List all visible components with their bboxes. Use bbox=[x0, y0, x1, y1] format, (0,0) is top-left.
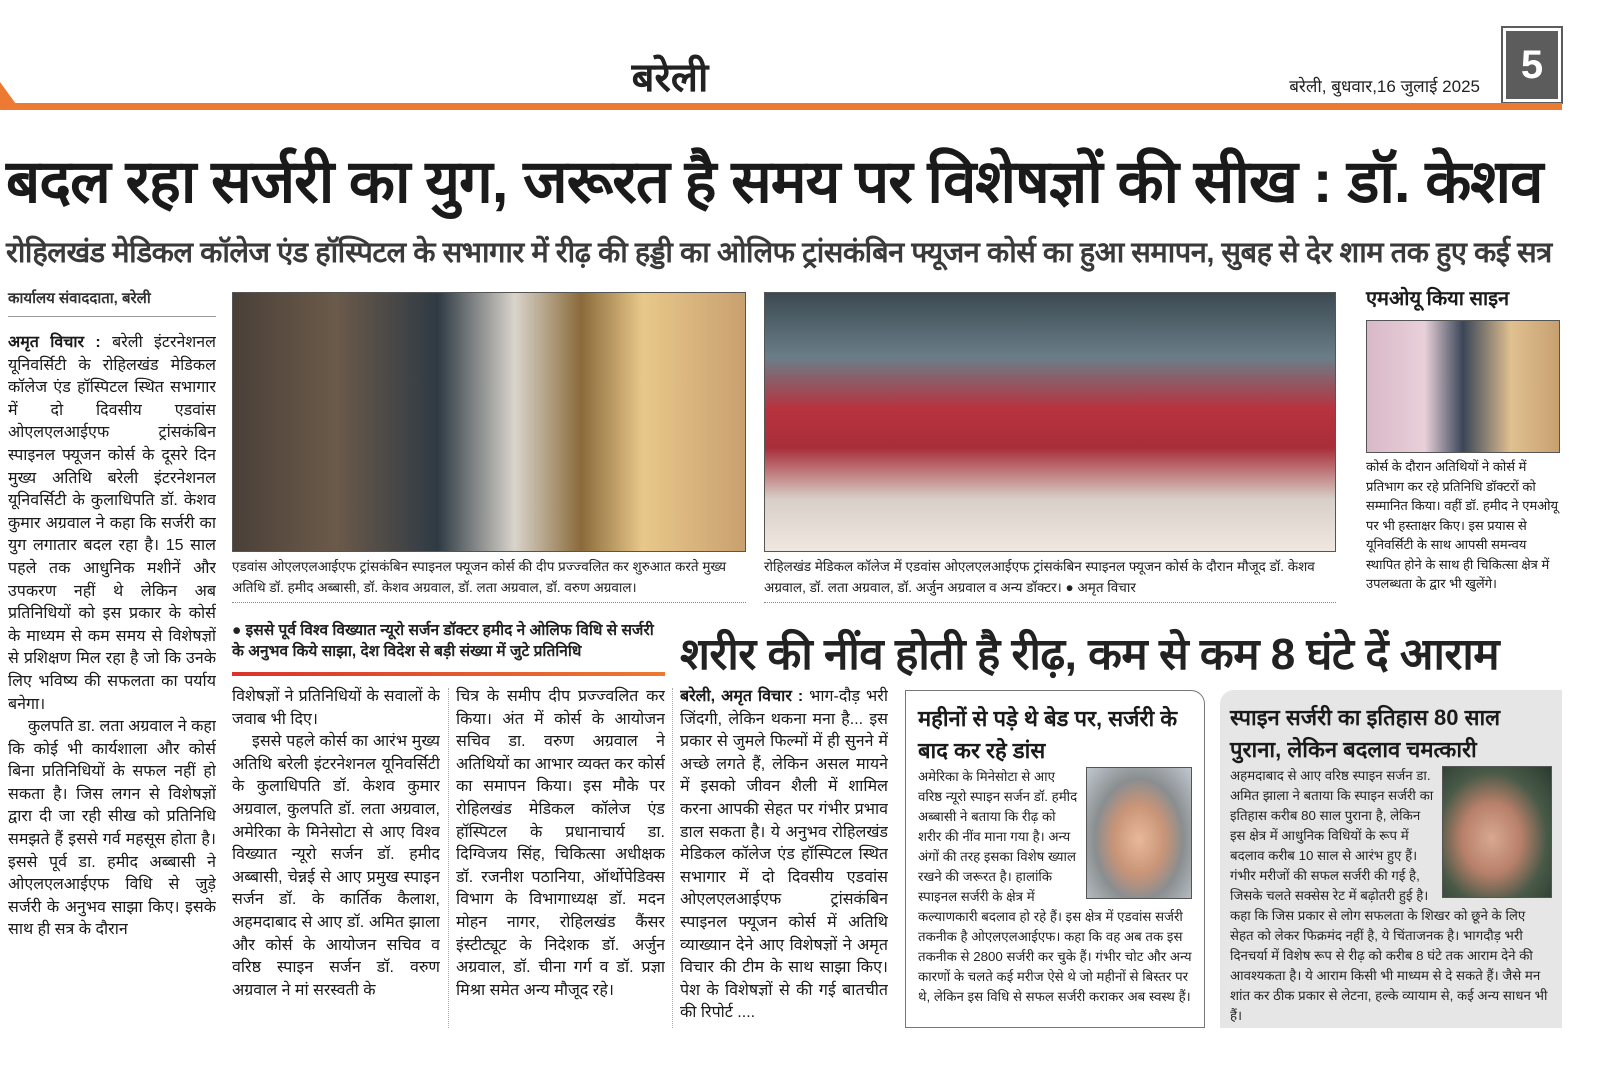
column-divider bbox=[672, 688, 673, 1028]
portrait-photo bbox=[1442, 766, 1552, 898]
box-heading: महीनों से पड़े थे बेड पर, सर्जरी के बाद कर रहे डांस bbox=[918, 706, 1178, 763]
paragraph: बरेली इंटरनेशनल यूनिवर्सिटी के रोहिलखंड मेडिकल कॉलेज एंड हॉस्पिटल स्थित सभागार में दो दिवसीय एडवांस ओएलएलआईएफ ट्रांसकंबिन स्पाइनल फ्यूजन कोर्स के दूसरे दिन मुख्य अतिथि बरेली इंटरनेशनल यूनिवर्सिटी के कुलाधिपति डॉ. केशव कुमार अग्रवाल ने कहा कि सर्जरी का युग लगातार बदल रहा है। 15 साल पहले तक आधुनिक मशीनें और उपकरण नहीं थे लेकिन अब प्रतिनिधियों को इस प्रकार के कोर्स के माध्यम से कम समय से विशेषज्ञों से प्रशिक्षण मिल रहा है जो कि उनके लिए भविष्य की सफलता का पर्याय बनेगा। bbox=[8, 334, 216, 713]
box-text: अहमदाबाद से आए वरिष्ठ स्पाइन सर्जन डा. अमित झाला ने बताया कि स्पाइन सर्जरी का इतिहास करीब 80 साल पुराना है, लेकिन इस क्षेत्र में आधुनिक विधियों के रूप में बदलाव करीब 10 साल से आरंभ हुए हैं। गंभीर मरीजों की सफल सर्जरी की गई है, जिसके चलते सक्सेस रेट में बढ़ोतरी हुई है। कहा कि जिस प्रकार से लोग सफलता के शिखर को छूने के लिए सेहत को लेकर फिक्रमंद नहीं है, ये चिंताजनक है। भागदौड़ भरी दिनचर्या में विशेष रूप से रीढ़ को करीब 8 घंटे तक आराम देने की आवश्यकता है। ये आराम किसी भी माध्यम से दे सकते हैं। जैसे मन शांत कर ठीक प्रकार से लेटना, हल्के व्यायाम से, कई अन्य साधन भी हैं। bbox=[1230, 768, 1548, 1023]
dateline: बरेली, बुधवार,16 जुलाई 2025 bbox=[1289, 77, 1480, 96]
photo-caption-1: एडवांस ओएलएलआईएफ ट्रांसकंबिन स्पाइनल फ्यूजन कोर्स की दीप प्रज्ज्वलित कर शुरुआत करते मुख्य अतिथि डॉ. हमीद अब्बासी, डॉ. केशव अग्रवाल, डॉ. लता अग्रवाल, डॉ. वरुण अग्रवाल। bbox=[232, 556, 746, 603]
paragraph: चित्र के समीप दीप प्रज्ज्वलित कर किया। अंत में कोर्स के आयोजन सचिव डा. वरुण अग्रवाल ने अतिथियों का आभार व्यक्त कर कोर्स का समापन किया। इस मौके पर रोहिलखंड मेडिकल कॉलेज एंड हॉस्पिटल के प्रधानाचार्य डा. दिग्विजय सिंह, चिकित्सा अधीक्षक डॉ. रजनीश पठानिया, ऑर्थोपेडिक्स विभाग के विभागाध्यक्ष डॉ. मदन मोहन नागर, रोहिलखंड कैंसर इंस्टीट्यूट के निदेशक डॉ. अर्जुन अग्रवाल, डॉ. चीना गर्ग व डॉ. प्रज्ञा मिश्रा समेत अन्य मौजूद रहे। bbox=[456, 688, 665, 999]
highlight-underline bbox=[232, 672, 665, 676]
highlight-text: इससे पूर्व विश्व विख्यात न्यूरो सर्जन डॉक्टर हमीद ने ओलिफ विधि से सर्जरी के अनुभव किये साझा, देश विदेश से बड़ी संख्या में जुटे प्रतिनिधि bbox=[232, 622, 654, 660]
sidebar-box-abbasi bbox=[905, 690, 1205, 1028]
photo-auditorium-audience bbox=[764, 292, 1336, 552]
portrait-photo bbox=[1086, 767, 1192, 899]
photo-mou-signing bbox=[1366, 320, 1560, 453]
highlight-blurb: ● इससे पूर्व विश्व विख्यात न्यूरो सर्जन डॉक्टर हमीद ने ओलिफ विधि से सर्जरी के अनुभव किये साझा, देश विदेश से बड़ी संख्या में जुटे प्रतिनिधि bbox=[232, 622, 654, 660]
section-title: बरेली bbox=[631, 56, 709, 100]
mou-heading: एमओयू किया साइन bbox=[1366, 288, 1510, 310]
box-text: अमेरिका के मिनेसोटा से आए वरिष्ठ न्यूरो स्पाइन सर्जन डॉ. हमीद अब्बासी ने बताया कि रीढ़ को शरीर की नींव माना गया है। अन्य अंगों की तरह इसका विशेष ख्याल रखने की जरूरत है। हालांकि स्पाइनल सर्जरी के क्षेत्र में कल्याणकारी बदलाव हो रहे हैं। इस क्षेत्र में एडवांस सर्जरी तकनीक है ओएलएलआईएफ। कहा कि वह अब तक इस तकनीक से 2800 सर्जरी कर चुके हैं। गंभीर चोट और अन्य कारणों के चलते कई मरीज ऐसे थे जो महीनों से बिस्तर पर थे, लेकिन इस विधि से सफल सर्जरी कराकर अब स्वस्थ हैं। bbox=[918, 769, 1192, 1004]
sidebar-box-jhala bbox=[1220, 690, 1562, 1028]
byline: कार्यालय संवाददाता, बरेली bbox=[8, 288, 216, 317]
header-rule bbox=[0, 103, 1562, 110]
mou-caption: कोर्स के दौरान अतिथियों ने कोर्स में प्रतिभाग कर रहे प्रतिनिधि डॉक्टरों को सम्मानित किया। वहीं डॉ. हमीद ने एमओयू पर भी हस्ताक्षर किए। इस प्रयास से यूनिवर्सिटी के साथ आपसी समन्वय स्थापित होने के साथ ही चिकित्सा क्षेत्र में उपलब्धता के द्वार भी खुलेंगे। bbox=[1366, 459, 1559, 591]
paragraph: विशेषज्ञों ने प्रतिनिधियों के सवालों के जवाब भी दिए। bbox=[232, 688, 440, 728]
paragraph: कुलपति डा. लता अग्रवाल ने कहा कि कोई भी कार्यशाला और कोर्स बिना प्रतिनिधियों के सफल नहीं हो सकता है। जिस लगन से विशेषज्ञों द्वारा दी जा रही सीख को प्रतिनिधि समझते हैं इससे गर्व महसूस होता है। इससे पूर्व डा. हमीद अब्बासी ने ओएलएलआईएफ विधि से जुड़े सर्जरी के अनुभव साझा किए। इसके साथ ही सत्र के दौरान bbox=[8, 718, 216, 939]
photo-lamp-lighting bbox=[232, 292, 746, 552]
second-story-headline: शरीर की नींव होती है रीढ़, कम से कम 8 घंटे दें आराम bbox=[680, 630, 1500, 679]
column-divider bbox=[448, 688, 449, 1028]
box-heading: स्पाइन सर्जरी का इतिहास 80 साल पुराना, लेकिन बदलाव चमत्कारी bbox=[1230, 705, 1501, 762]
dateline-lead: अमृत विचार : bbox=[8, 334, 101, 351]
article-column-1 bbox=[8, 332, 216, 1032]
accent-wedge bbox=[0, 82, 16, 104]
paragraph: भाग-दौड़ भरी जिंदगी, लेकिन थकना मना है... इस प्रकार से जुमले फिल्मों में ही सुनने में अच्छे लगते हैं, लेकिन असल मायने में इसको जीवन शैली में शामिल करना आपकी सेहत पर गंभीर प्रभाव डाल सकता है। ये अनुभव रोहिलखंड मेडिकल कॉलेज एंड हॉस्पिटल स्थित सभागार में दो दिवसीय एडवांस ओएलएलआईएफ ट्रांसकंबिन स्पाइनल फ्यूजन कोर्स में अतिथि व्याख्यान देने आए विशेषज्ञों ने अमृत विचार की टीम के साथ साझा किए। पेश के विशेषज्ञों से की गई बातचीत की रिपोर्ट .... bbox=[680, 688, 888, 1022]
subheadline: रोहिलखंड मेडिकल कॉलेज एंड हॉस्पिटल के सभागार में रीढ़ की हड्डी का ओलिफ ट्रांसकंबिन फ्यूजन कोर्स का हुआ समापन, सुबह से देर शाम तक हुए कई सत्र bbox=[6, 237, 1552, 269]
photo-caption-2 bbox=[764, 556, 1336, 603]
article-column-3 bbox=[456, 686, 665, 1032]
photo-credit: ● अमृत विचार bbox=[1065, 580, 1136, 595]
page-number: 5 bbox=[1503, 28, 1561, 102]
dateline-lead: बरेली, अमृत विचार : bbox=[680, 688, 804, 705]
second-story-column bbox=[680, 686, 888, 1032]
paragraph: इससे पहले कोर्स का आरंभ मुख्य अतिथि बरेली इंटरनेशनल यूनिवर्सिटी के कुलाधिपति डॉ. केशव कुमार अग्रवाल, कुलपति डॉ. लता अग्रवाल, अमेरिका के मिनेसोटा से आए विश्व विख्यात न्यूरो सर्जन डॉ. हमीद अब्बासी, चेन्नई से आए प्रमुख स्पाइन सर्जन डॉ. के कार्तिक कैलाश, अहमदाबाद से आए डॉ. अमित झाला और कोर्स के आयोजन सचिव व वरिष्ठ स्पाइन सर्जन डॉ. वरुण अग्रवाल ने मां सरस्वती के bbox=[232, 733, 440, 999]
caption-text: रोहिलखंड मेडिकल कॉलेज में एडवांस ओएलएलआईएफ ट्रांसकंबिन स्पाइनल फ्यूजन कोर्स के दौरान मौजूद डॉ. केशव अग्रवाल, डॉ. लता अग्रवाल, डॉ. अर्जुन अग्रवाल व अन्य डॉक्टर। bbox=[764, 559, 1315, 595]
article-column-2 bbox=[232, 686, 440, 1032]
main-headline: बदल रहा सर्जरी का युग, जरूरत है समय पर विशेषज्ञों की सीख : डॉ. केशव bbox=[6, 148, 1543, 215]
